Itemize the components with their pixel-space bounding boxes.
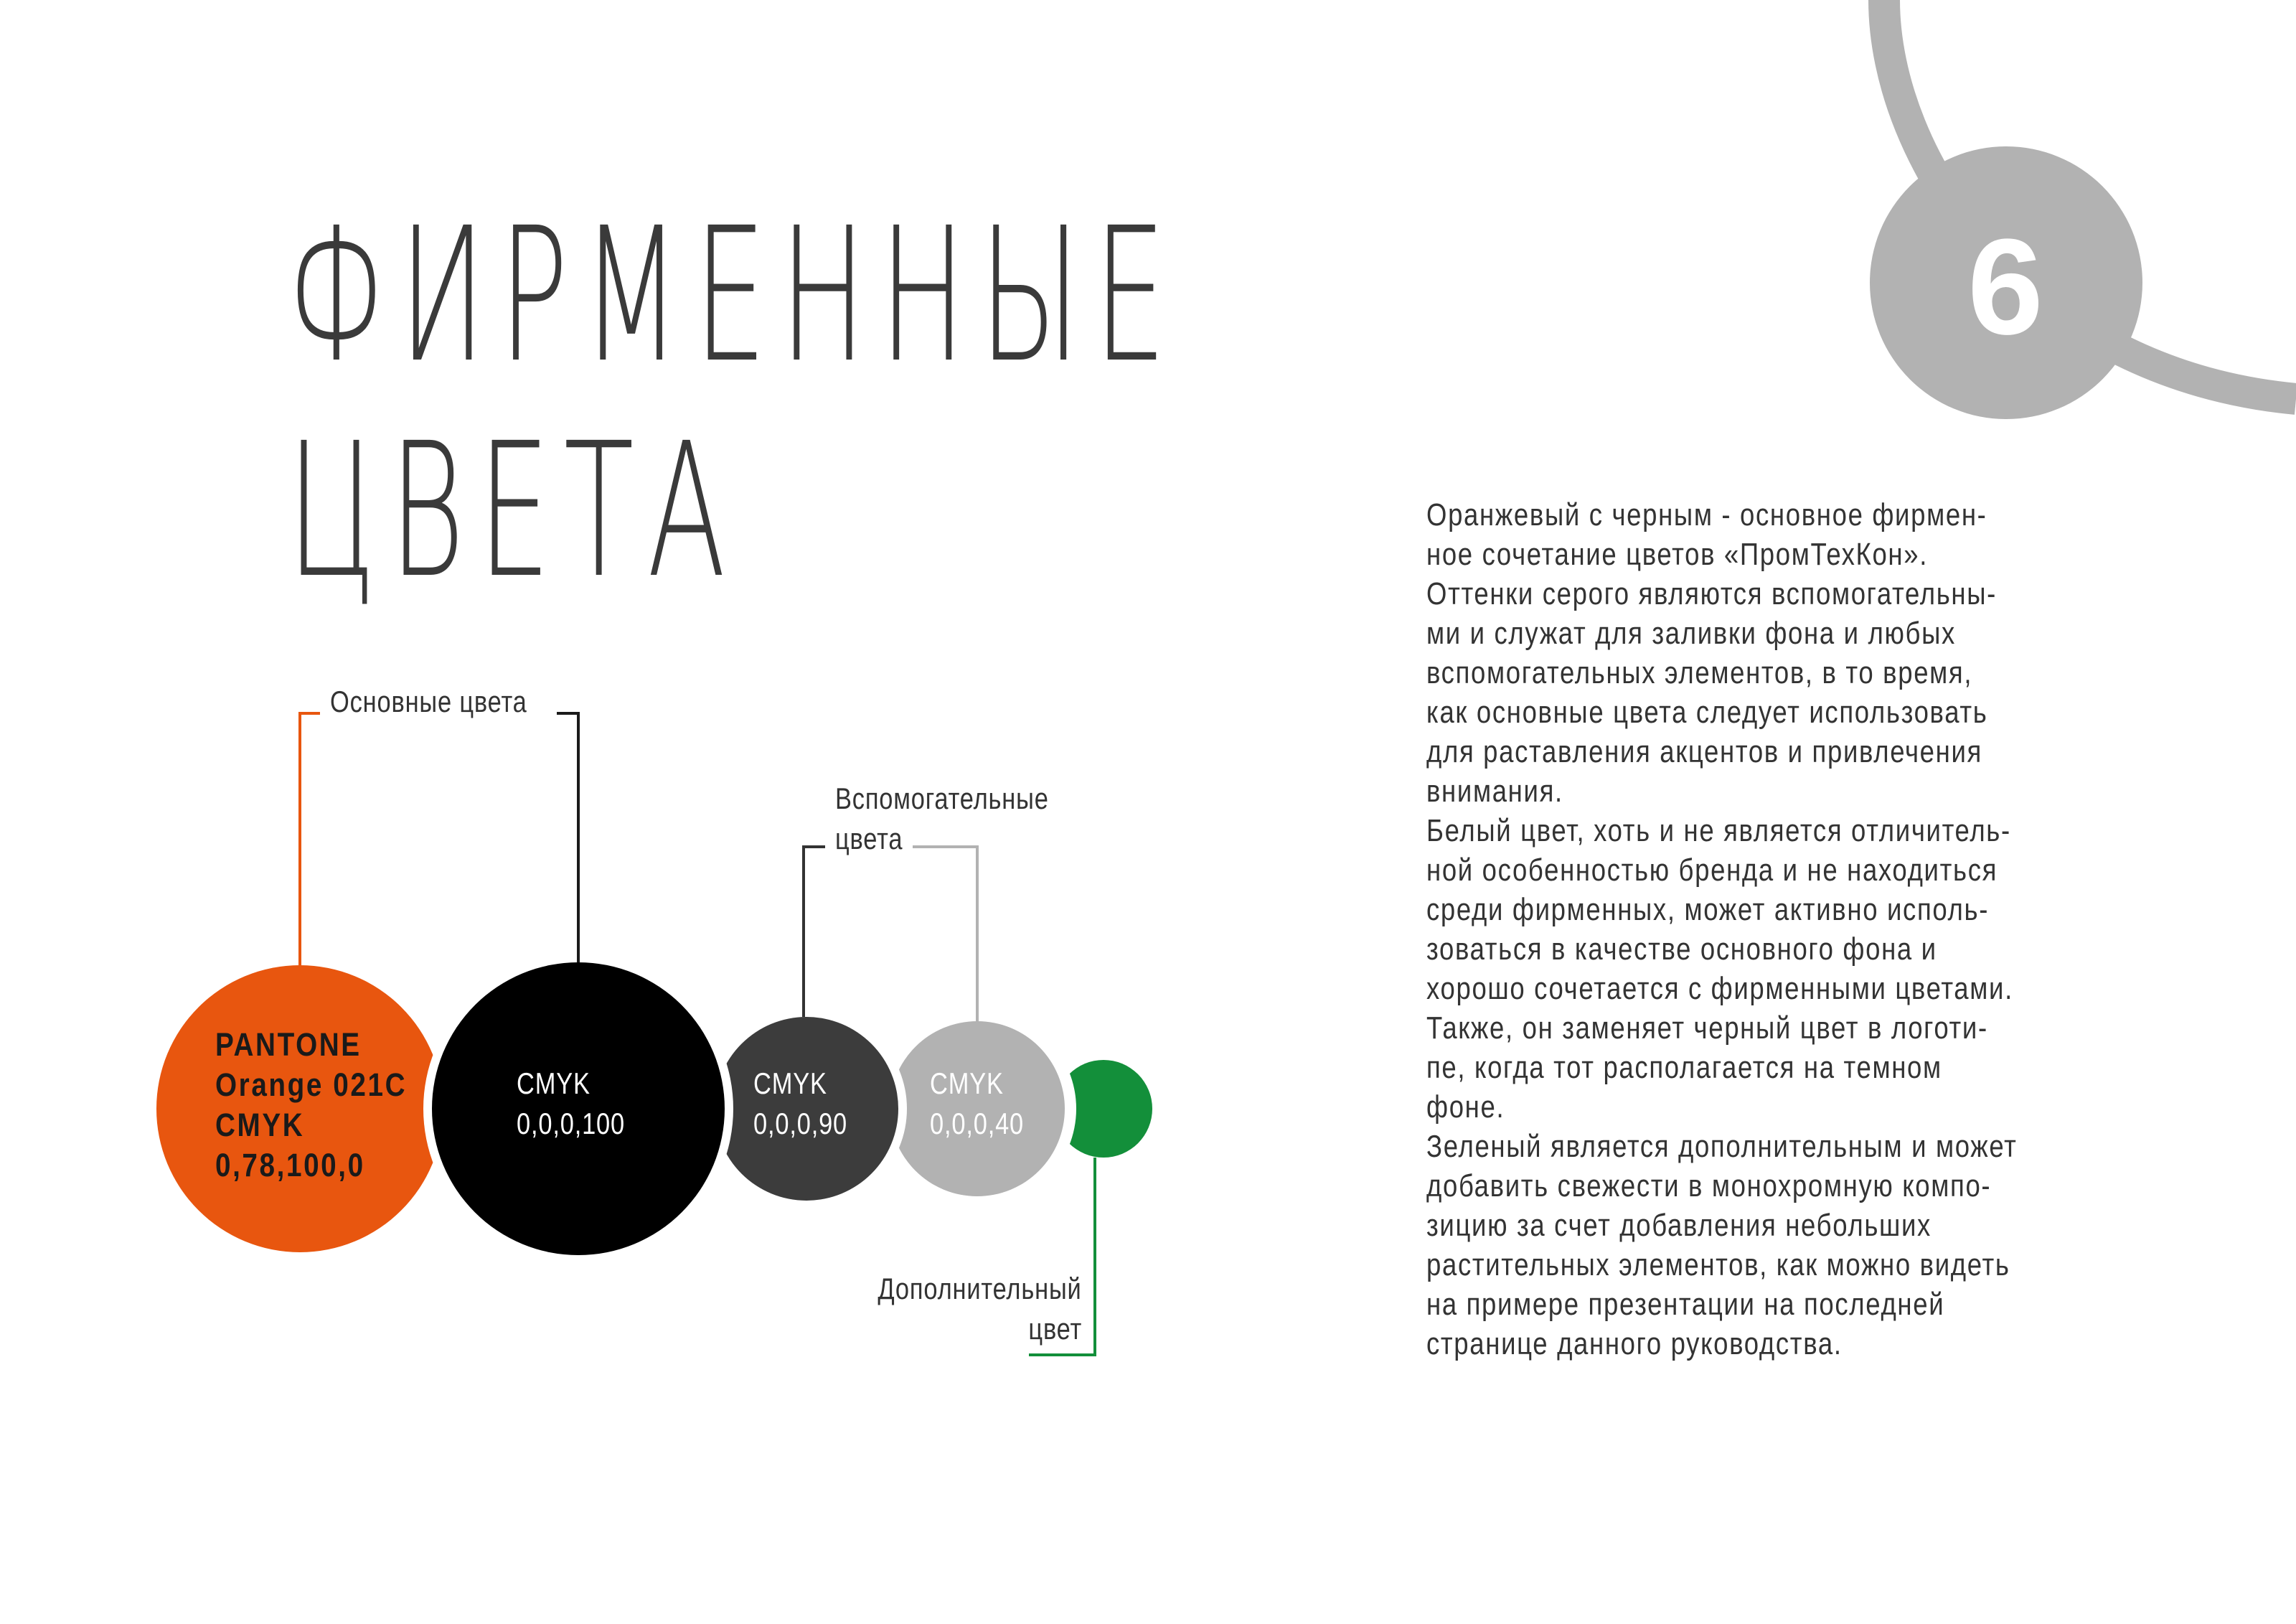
description-line: как основные цвета следует использовать: [1426, 695, 1988, 730]
aux-colors-bracket-light: [913, 847, 977, 1021]
main-colors-label: Основные цвета: [330, 685, 527, 718]
main-colors-bracket-orange: [300, 713, 320, 965]
orange-swatch-line: 0,78,100,0: [215, 1147, 365, 1183]
black-swatch-model: CMYK: [517, 1066, 591, 1100]
title-line-2: ЦВЕТА: [287, 403, 740, 619]
page-title: [287, 188, 1180, 619]
description-line: добавить свежести в монохромную компо-: [1426, 1168, 1992, 1203]
description-line: фоне.: [1426, 1089, 1505, 1125]
description-line: вспомогательных элементов, в то время,: [1426, 655, 1973, 690]
description-line: ное сочетание цветов «ПромТехКон».: [1426, 537, 1929, 572]
page-number: 6: [1967, 211, 2043, 363]
description-line: для раставления акцентов и привлечения: [1426, 734, 1982, 769]
aux-colors-bracket-dark: [804, 847, 825, 1017]
orange-swatch-line: Orange 021C: [215, 1066, 408, 1103]
description-line: пе, когда тот располагается на темном: [1426, 1050, 1942, 1085]
orange-swatch-text: [215, 1025, 407, 1186]
description-line: Зеленый является дополнительным и может: [1426, 1129, 2018, 1164]
title-line-1: ФИРМЕННЫЕ: [287, 188, 1180, 403]
description-line: Также, он заменяет черный цвет в логоти-: [1426, 1010, 1988, 1046]
description-line: Оранжевый с черным - основное фирмен-: [1426, 497, 1987, 532]
description-line: зицию за счет добавления небольших: [1426, 1208, 1932, 1243]
main-colors-bracket-black: [557, 713, 578, 962]
description-line: на примере презентации на последней: [1426, 1287, 1945, 1322]
description-line: среди фирменных, может активно исполь-: [1426, 892, 1990, 927]
aux-colors-label-line1: Вспомогательные: [835, 782, 1049, 815]
darkgray-swatch-value: 0,0,0,90: [753, 1107, 848, 1140]
lightgray-swatch-value: 0,0,0,40: [930, 1107, 1025, 1140]
description-line: ной особенностью бренда и не находиться: [1426, 853, 1998, 888]
extra-color-label-line2: цвет: [1028, 1312, 1082, 1346]
description-line: растительных элементов, как можно видеть: [1426, 1247, 2010, 1282]
orange-swatch-line: CMYK: [215, 1107, 305, 1143]
description-line: Белый цвет, хоть и не является отличитель-: [1426, 813, 2011, 848]
description-line: зоваться в качестве основного фона и: [1426, 931, 1937, 967]
description-line: странице данного руководства.: [1426, 1326, 1843, 1361]
extra-color-label-line1: Дополнительный: [878, 1272, 1082, 1305]
orange-swatch-line: PANTONE: [215, 1026, 362, 1063]
description-line: внимания.: [1426, 774, 1563, 809]
description-text: [1426, 495, 2018, 1363]
description-line: ми и служат для заливки фона и любых: [1426, 616, 1956, 651]
black-swatch-value: 0,0,0,100: [517, 1107, 626, 1140]
aux-colors-label-line2: цвета: [835, 822, 903, 855]
description-line: Оттенки серого являются вспомогательны-: [1426, 576, 1997, 611]
darkgray-swatch-model: CMYK: [753, 1066, 827, 1100]
description-line: хорошо сочетается с фирменными цветами.: [1426, 971, 2013, 1006]
lightgray-swatch-model: CMYK: [930, 1066, 1004, 1100]
